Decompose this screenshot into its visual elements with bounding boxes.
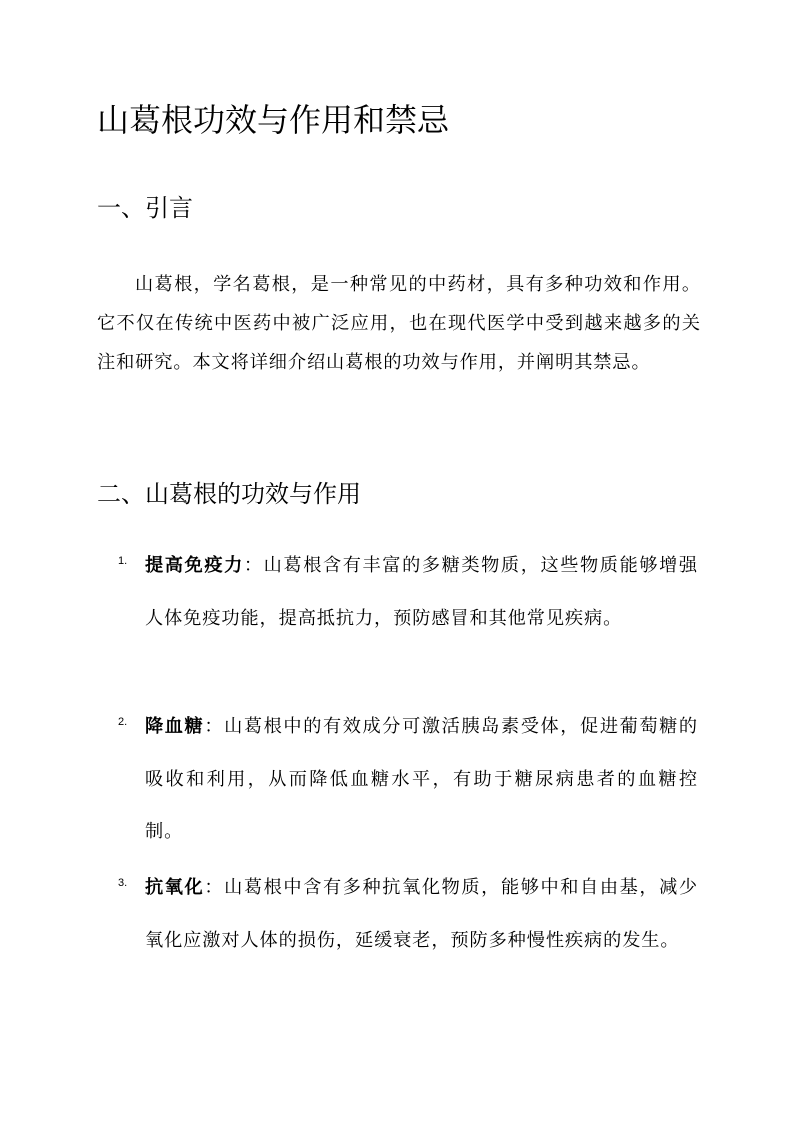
section-heading-introduction: 一、引言	[97, 194, 193, 222]
list-item-number: 1.	[118, 555, 128, 567]
list-item-text: 山葛根中的有效成分可激活胰岛素受体，促进葡萄糖的吸收和利用，从而降低血糖水平，有助于糖尿病患者的血糖控制。	[145, 716, 698, 842]
list-item-text: 山葛根含有丰富的多糖类物质，这些物质能够增强人体免疫功能，提高抵抗力，预防感冒和其他常见疾病。	[145, 555, 698, 629]
list-item-term: 抗氧化	[145, 877, 205, 898]
page-title: 山葛根功效与作用和禁忌	[97, 101, 450, 139]
list-item-number: 2.	[118, 716, 128, 728]
list-item-body	[145, 862, 698, 967]
list-item-text: 山葛根中含有多种抗氧化物质，能够中和自由基，减少氧化应激对人体的损伤，延缓衰老，预防多种慢性疾病的发生。	[145, 877, 698, 951]
list-item-separator: ：	[204, 716, 225, 737]
list-item-term: 提高免疫力	[145, 555, 244, 576]
introduction-paragraph: 山葛根，学名葛根，是一种常见的中药材，具有多种功效和作用。它不仅在传统中医药中被广泛应用，也在现代医学中受到越来越多的关注和研究。本文将详细介绍山葛根的功效与作用，并阐明其禁忌。	[97, 274, 701, 373]
list-item	[118, 862, 698, 967]
list-item	[118, 701, 698, 859]
list-item-separator: ：	[243, 555, 264, 576]
section-heading-benefits: 二、山葛根的功效与作用	[97, 480, 361, 508]
list-item-separator: ：	[204, 877, 225, 898]
list-item	[118, 540, 698, 645]
list-item-body	[145, 701, 698, 859]
list-item-number: 3.	[118, 877, 128, 889]
list-item-body	[145, 540, 698, 645]
list-item-term: 降血糖	[145, 716, 205, 737]
